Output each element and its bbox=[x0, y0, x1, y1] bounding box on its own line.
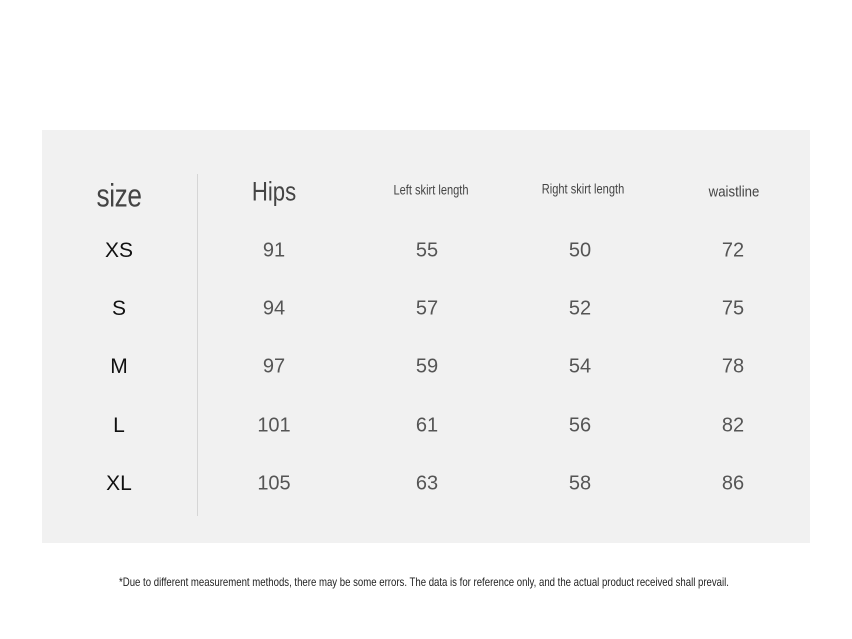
table-row-left-skirt-length: 55 bbox=[415, 239, 439, 262]
table-row-left-skirt-length: 57 bbox=[415, 297, 439, 320]
table-row-right-skirt-length: 58 bbox=[568, 472, 592, 495]
header-waistline: waistline bbox=[708, 183, 760, 201]
table-row-right-skirt-length: 52 bbox=[568, 297, 592, 320]
table-row-waistline: 72 bbox=[721, 239, 745, 262]
table-row-size: L bbox=[113, 414, 125, 437]
measurement-disclaimer: *Due to different measurement methods, there may be some errors. The data is for reference only, and the actual product received shall prevail. bbox=[119, 575, 729, 589]
table-row-left-skirt-length: 63 bbox=[415, 472, 439, 495]
header-size: size bbox=[96, 177, 142, 214]
table-row-hips: 105 bbox=[257, 472, 291, 495]
header-hips: Hips bbox=[251, 176, 297, 207]
table-row-size: S bbox=[111, 297, 127, 320]
table-row-waistline: 75 bbox=[721, 297, 745, 320]
table-row-hips: 94 bbox=[262, 297, 286, 320]
table-row-right-skirt-length: 50 bbox=[568, 239, 592, 262]
header-left-skirt-length: Left skirt length bbox=[393, 182, 469, 198]
table-row-right-skirt-length: 56 bbox=[568, 414, 592, 437]
table-row-right-skirt-length: 54 bbox=[568, 355, 592, 378]
table-row-size: XL bbox=[106, 472, 132, 495]
header-right-skirt-length: Right skirt length bbox=[541, 181, 625, 197]
table-row-waistline: 86 bbox=[721, 472, 745, 495]
table-row-hips: 97 bbox=[262, 355, 286, 378]
column-divider bbox=[197, 174, 198, 516]
table-row-left-skirt-length: 59 bbox=[415, 355, 439, 378]
table-row-waistline: 82 bbox=[721, 414, 745, 437]
table-row-size: M bbox=[110, 355, 128, 378]
table-row-hips: 91 bbox=[262, 239, 286, 262]
table-row-waistline: 78 bbox=[721, 355, 745, 378]
table-row-left-skirt-length: 61 bbox=[415, 414, 439, 437]
size-table-panel bbox=[42, 130, 810, 543]
table-row-hips: 101 bbox=[257, 414, 291, 437]
table-row-size: XS bbox=[104, 239, 134, 262]
